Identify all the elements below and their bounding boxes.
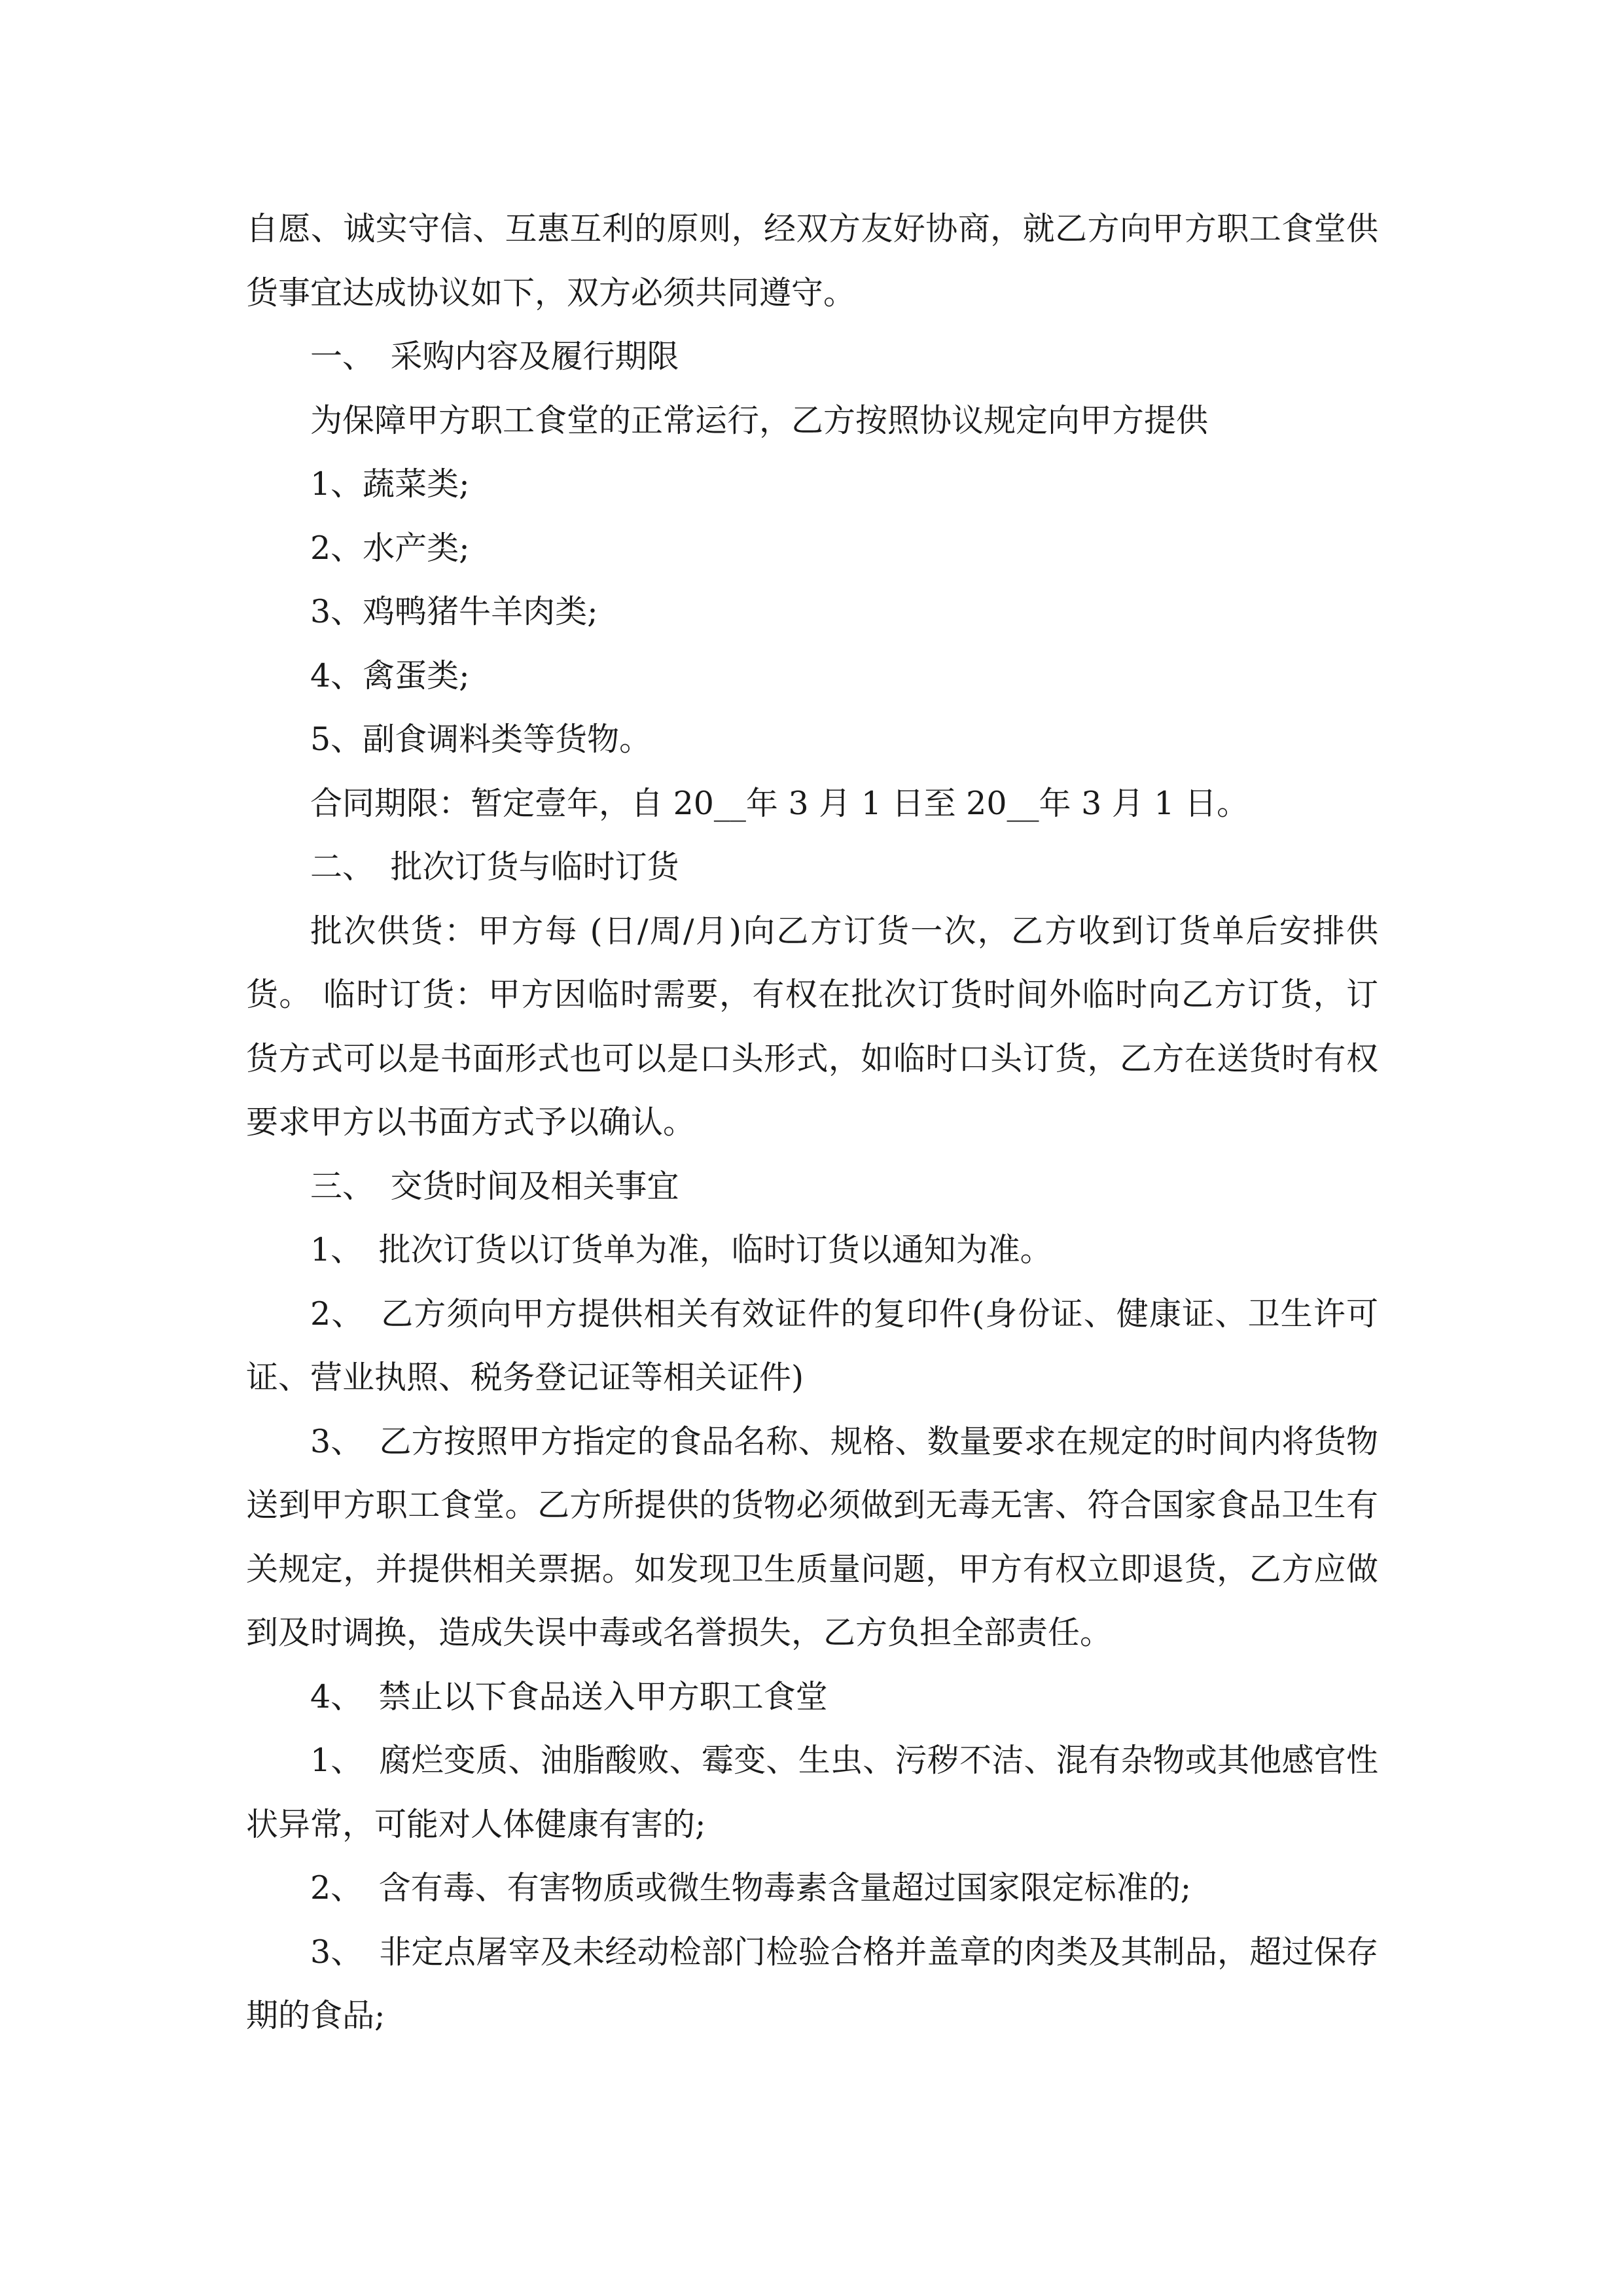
paragraph-line: 为保障甲方职工食堂的正常运行，乙方按照协议规定向甲方提供 [310, 402, 1209, 439]
list-item: 3、鸡鸭猪牛羊肉类; [310, 593, 598, 630]
paragraph-line: 到及时调换，造成失误中毒或名誉损失，乙方负担全部责任。 [246, 1614, 1113, 1651]
list-item: 1、 批次订货以订货单为准，临时订货以通知为准。 [310, 1231, 1052, 1268]
list-item: 3、 乙方按照甲方指定的食品名称、规格、数量要求在规定的时间内将货物 [310, 1423, 1378, 1460]
paragraph-line: 送到甲方职工食堂。乙方所提供的货物必须做到无毒无害、符合国家食品卫生有 [246, 1486, 1378, 1524]
document-page [246, 0, 1378, 2296]
section-heading-2: 二、 批次订货与临时订货 [310, 848, 679, 886]
paragraph-line: 批次供货：甲方每 (日/周/月)向乙方订货一次，乙方收到订货单后安排供 [310, 912, 1378, 950]
paragraph-line: 期的食品; [246, 1997, 385, 2034]
list-item: 1、蔬菜类; [310, 465, 470, 503]
contract-term: 合同期限：暂定壹年，自 20__年 3 月 1 日至 20__年 3 月 1 日。 [310, 785, 1249, 822]
list-item: 3、 非定点屠宰及未经动检部门检验合格并盖章的肉类及其制品，超过保存 [310, 1933, 1378, 1971]
section-heading-1: 一、 采购内容及履行期限 [310, 338, 679, 375]
list-item: 4、 禁止以下食品送入甲方职工食堂 [310, 1678, 828, 1715]
paragraph-line: 关规定，并提供相关票据。如发现卫生质量问题，甲方有权立即退货，乙方应做 [246, 1551, 1378, 1588]
paragraph-line: 货事宜达成协议如下，双方必须共同遵守。 [246, 274, 856, 312]
paragraph-line: 要求甲方以书面方式予以确认。 [246, 1103, 696, 1141]
list-item: 1、 腐烂变质、油脂酸败、霉变、生虫、污秽不洁、混有杂物或其他感官性 [310, 1742, 1378, 1779]
list-item: 2、 含有毒、有害物质或微生物毒素含量超过国家限定标准的; [310, 1869, 1192, 1907]
list-item: 5、副食调料类等货物。 [310, 721, 652, 758]
section-heading-3: 三、 交货时间及相关事宜 [310, 1168, 679, 1205]
paragraph-line: 状异常，可能对人体健康有害的; [246, 1806, 706, 1843]
list-item: 2、水产类; [310, 529, 470, 567]
list-item: 4、禽蛋类; [310, 657, 470, 694]
list-item: 2、 乙方须向甲方提供相关有效证件的复印件(身份证、健康证、卫生许可 [310, 1295, 1378, 1333]
paragraph-line: 证、营业执照、税务登记证等相关证件) [246, 1359, 804, 1396]
paragraph-line: 货。 临时订货：甲方因临时需要，有权在批次订货时间外临时向乙方订货，订 [246, 976, 1378, 1013]
paragraph-line: 货方式可以是书面形式也可以是口头形式，如临时口头订货，乙方在送货时有权 [246, 1040, 1378, 1077]
paragraph-line: 自愿、诚实守信、互惠互利的原则，经双方友好协商，就乙方向甲方职工食堂供 [246, 210, 1378, 247]
